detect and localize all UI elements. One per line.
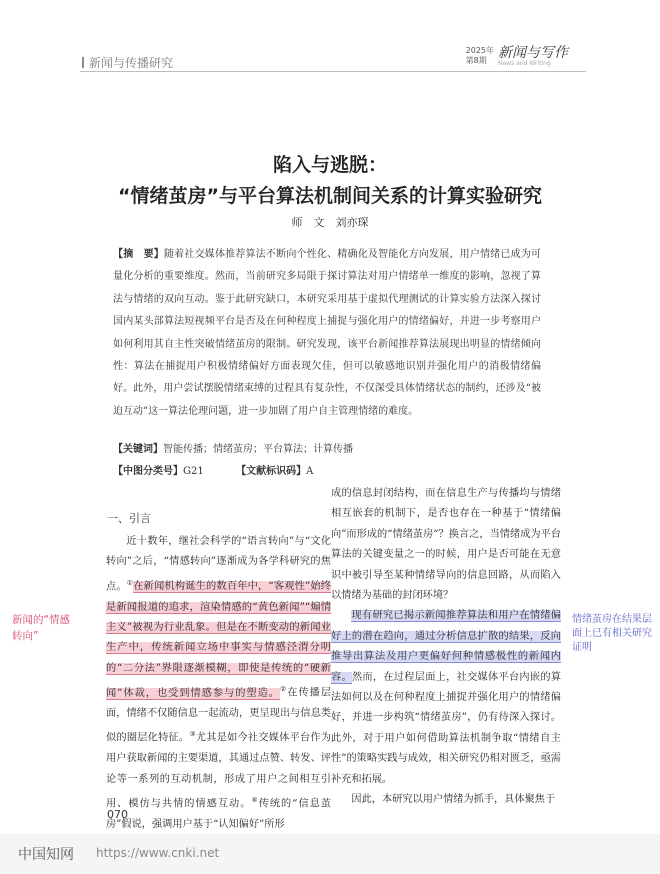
footnote-ref[interactable]: ③ <box>189 730 196 739</box>
footnote-ref[interactable]: ④ <box>251 796 259 805</box>
watermark-footer <box>0 834 660 874</box>
abstract-label: 【摘 要】 <box>113 249 164 260</box>
body-column-right <box>331 484 561 811</box>
body-text: 在传播层面，情绪不仅随信息一起流动，更呈现出与信息类似的圈层化特征。 <box>106 687 332 744</box>
clc-label: 【中图分类号】 <box>113 466 183 477</box>
article-title-line1: 陷入与逃脱： <box>272 154 387 176</box>
body-text: 尤其是如今社交媒体平台作为用户获取新闻的主要渠道，其通过点赞、转发、评论等一系列的互动机制，形成了用户之间相互引用、模仿与共情的情感互动。 <box>106 732 332 810</box>
highlight-red: 在新闻机构诞生的数百年中，“客观性”始终是新闻报道的追求，渲染情感的“黄色新闻”“煽情主义”被视为行业乱象。但是在不断变动的新闻业生产中，传统新闻立场中事实与情感泾渭分明的“二分法”界限逐渐模糊，即使是传统的“硬新闻”体裁，也受到情感参与的塑造。 <box>106 581 331 699</box>
issue-number: 第8期 <box>465 56 487 65</box>
body-text: 因此，本研究以用户情绪为抓手，具体聚焦于 <box>351 794 556 806</box>
journal-masthead <box>466 46 568 67</box>
article-title-line2: “情绪茧房”与平台算法机制间关系的计算实验研究 <box>118 185 542 207</box>
body-text: 成的信息封闭结构，而在信息生产与传播均与情绪相互嵌套的机制下，是否也存在一种基于“情绪偏向”而形成的“情绪茧房”？换言之，当情绪成为平台算法的关键变量之一的时候，用户是否可能在无意识中被引导至某种情绪导向的信息回路，从而陷入以情绪为基础的封闭环境？ <box>331 488 561 602</box>
body-text: 近十数年，继社会科学的“语言转向”与“文化转向”之后，“情感转向”逐渐成为各学科研究的焦点。 <box>106 536 331 593</box>
doc-code-value: A <box>306 466 314 477</box>
keywords-label: 【关键词】 <box>113 444 163 455</box>
body-text: 然而，在过程层面上，社交媒体平台内嵌的算法如何以及在何种程度上捕捉并强化用户的情绪偏好，并进一步构筑“情绪茧房”，仍有待深入探讨。此外，对于用户如何借助算法机制争取“情绪自主性”的策略实践与成效，相关研究仍相对匮乏，亟需补充和拓展。 <box>331 671 562 785</box>
annotation-left-note: 新闻的“情感转向” <box>12 614 70 642</box>
body-text: 传统的“信息茧房”假说，强调用户基于“认知偏好”所形 <box>106 798 332 830</box>
abstract-text: 随着社交媒体推荐算法不断向个性化、精确化及智能化方向发展，用户情绪已成为可量化分析的重要维度。然而，当前研究多局限于探讨算法对用户情绪单一维度的影响，忽视了算法与情绪的双向互动。鉴于此研究缺口，本研究采用基于虚拟代理测试的计算实验方法深入探讨国内某头部算法短视频平台是否及在何种程度上捕捉与强化用户的情绪偏好，并进一步考察用户如何利用其自主性突破情绪茧房的限制。研究发现，该平台新闻推荐算法展现出明显的情绪倾向性：算法在捕捉用户积极情绪偏好方面表现欠佳，但可以敏感地识别并强化用户的消极情绪偏好。此外，用户尝试摆脱情绪束缚的过程具有复杂性，不仅深受具体情绪状态的制约，还涉及“被迫互动”这一算法伦理问题，进一步加剧了用户自主管理情绪的难度。 <box>113 249 542 417</box>
section-heading: 一、引言 <box>107 512 151 525</box>
body-column-left <box>106 532 331 835</box>
highlight-blue: 现有研究已揭示新闻推荐算法和用户在情绪偏好上的潜在趋向，通过分析信息扩散的结果，反向推导出算法及用户更偏好何种情感极性的新闻内容。 <box>331 610 561 683</box>
article-authors: 师 文 刘亦琛 <box>291 216 369 229</box>
journal-logo-en: News and Writing <box>498 60 551 67</box>
doc-code-label: 【文献标识码】 <box>236 466 307 477</box>
cnki-url[interactable]: https://www.cnki.net <box>96 846 220 860</box>
issue-year: 2025年 <box>465 46 494 55</box>
footnote-ref[interactable]: ② <box>279 685 288 694</box>
footnote-ref[interactable]: ① <box>126 578 134 587</box>
annotation-right-note: 情绪茧房在结果层面上已有相关研究证明 <box>572 614 652 653</box>
cnki-brand: 中国知网 <box>18 847 74 863</box>
classification <box>113 462 313 477</box>
abstract <box>113 244 541 423</box>
journal-logo: 新闻与写作 <box>498 45 568 61</box>
keywords-text: 智能传播；情绪茧房；平台算法；计算传播 <box>163 444 353 455</box>
header-rule <box>80 71 586 72</box>
journal-section-label: 新闻与传播研究 <box>82 54 173 71</box>
clc-value: G21 <box>183 466 204 477</box>
keywords <box>113 440 353 455</box>
page-number: 070 <box>107 808 128 821</box>
